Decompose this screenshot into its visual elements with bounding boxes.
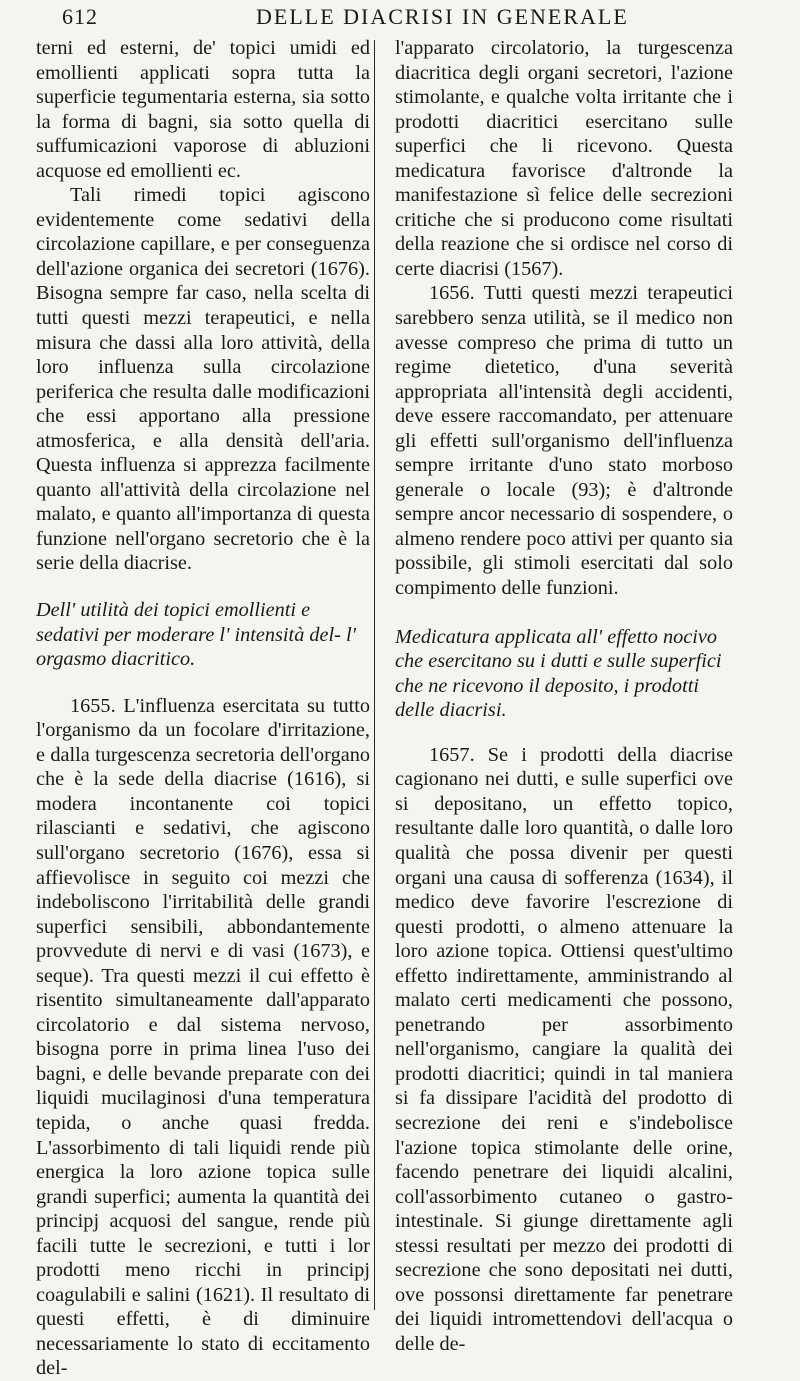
column-divider bbox=[374, 40, 375, 1310]
running-head: DELLE DIACRISI IN GENERALE bbox=[256, 4, 629, 29]
paragraph: terni ed esterni, de' topici umidi ed emollienti applicati sopra tutta la superficie tegumentaria esterna, sia sotto la forma di bagni, sia sotto quella di suffumicazioni vaporose di abluzioni acquose ed emollienti ec. bbox=[36, 37, 370, 182]
right-column bbox=[395, 36, 733, 1356]
paragraph: 1656. Tutti questi mezzi terapeutici sarebbero senza utilità, se il medico non avesse compreso che prima di tutto un regime dietetico, d'una severità appropriata all'intensità degli accidenti, deve essere raccomandato, per attenuare gli effetti sull'organismo dell'influenza sempre irritante d'uno stato morboso generale o locale (93); è d'altronde sempre ancor necessario di sospendere, o almeno rendere poco attivi per quanto sia possibile, gli stimoli esercitati dal solo compimento delle funzioni. bbox=[395, 282, 733, 600]
paragraph: 1655. L'influenza esercitata su tutto l'organismo da un focolare d'irritazione, e dalla turgescenza secretoria dell'organo che è la sede della diacrise (1616), si modera incontanente coi topici rilascianti e sedativi, che agiscono sull'organo secretorio (1676), essa si affievolisce in seguito coi mezzi che indeboliscono l'irritabilità delle grandi superfici sensibili, abbondantemente provvedute di nervi e di vasi (1673), e seque). Tra questi mezzi il cui effetto è risentito simultaneamente dall'apparato circolatorio e dal sistema nervoso, bisogna porre in prima linea l'uso dei bagni, e delle bevande preparate con dei liquidi mucilaginosi d'una temperatura tepida, o anche quasi fredda. L'assorbimento di tali liquidi rende più energica la loro azione topica sulle grandi superfici; aumenta la quantità dei principj acquosi del sangue, rende più facili tutte le secrezioni, e tutti i lor prodotti meno ricchi in principj coagulabili e salini (1621). Il resultato di questi effetti, è di diminuire necessariamente lo stato di eccitamento del- bbox=[36, 694, 370, 1380]
paragraph: 1657. Se i prodotti della diacrise cagionano nei dutti, e sulle superfici ove si depositano, un effetto topico, resultante dalle loro quantità, o dalle loro qualità che possa divenir per questi organi una causa di sofferenza (1634), il medico deve favorire l'escrezione di questi prodotti, o almeno attenuare la loro azione topica. Ottiensi quest'ultimo effetto indirettamente, amministrando al malato certi medicamenti che possono, penetrando per assorbimento nell'organismo, cangiare la qualità dei prodotti diacritici; quindi in tal maniera si fa dissipare l'acidità del prodotto di secrezione dei reni e s'indebolisce l'azione topica stimolante delle orine, facendo penetrare dei liquidi alcalini, coll'assorbimento cutaneo o gastro-intestinale. Si giunge direttamente agli stessi resultati per mezzo dei prodotti di secrezione che sono depositati nei dutti, ove possonsi direttamente far penetrare dei liquidi intromettendovi dell'acqua o delle de- bbox=[395, 743, 733, 1355]
left-column bbox=[36, 36, 370, 1381]
section-heading: Dell' utilità dei topici emollienti e sedativi per moderare l' intensità del- l' orgasmo diacritico. bbox=[36, 599, 356, 671]
paragraph: l'apparato circolatorio, la turgescenza diacritica degli organi secretori, l'azione stimolante, e qualche volta irritante che i prodotti diacritici esercitano sulle superfici che li ricevono. Questa medicatura favorisce d'altronde la manifestazione sì felice delle secrezioni critiche che si producono come risultati della reazione che si ordisce nel corso di certe diacrisi (1567). bbox=[395, 37, 733, 280]
paragraph: Tali rimedi topici agiscono evidentemente come sedativi della circolazione capillare, e per conseguenza dell'azione organica dei secretori (1676). Bisogna sempre far caso, nella scelta di tutti questi mezzi terapeutici, e nella misura che dassi alla loro attività, della loro influenza sulla circolazione periferica che resulta dalle modificazioni che essi apportano alla pressione atmosferica, e alla densità dell'aria. Questa influenza si apprezza facilmente quanto all'attività della circolazione nel malato, e quanto all'importanza di questa funzione nell'organo secretorio che è la serie della diacrise. bbox=[36, 184, 370, 575]
section-heading: Medicatura applicata all' effetto nocivo che esercitano su i dutti e sulle superfici che ne ricevono il deposito, i prodotti delle diacrisi. bbox=[395, 625, 722, 722]
page-header bbox=[0, 2, 800, 36]
page-number: 612 bbox=[62, 4, 98, 29]
